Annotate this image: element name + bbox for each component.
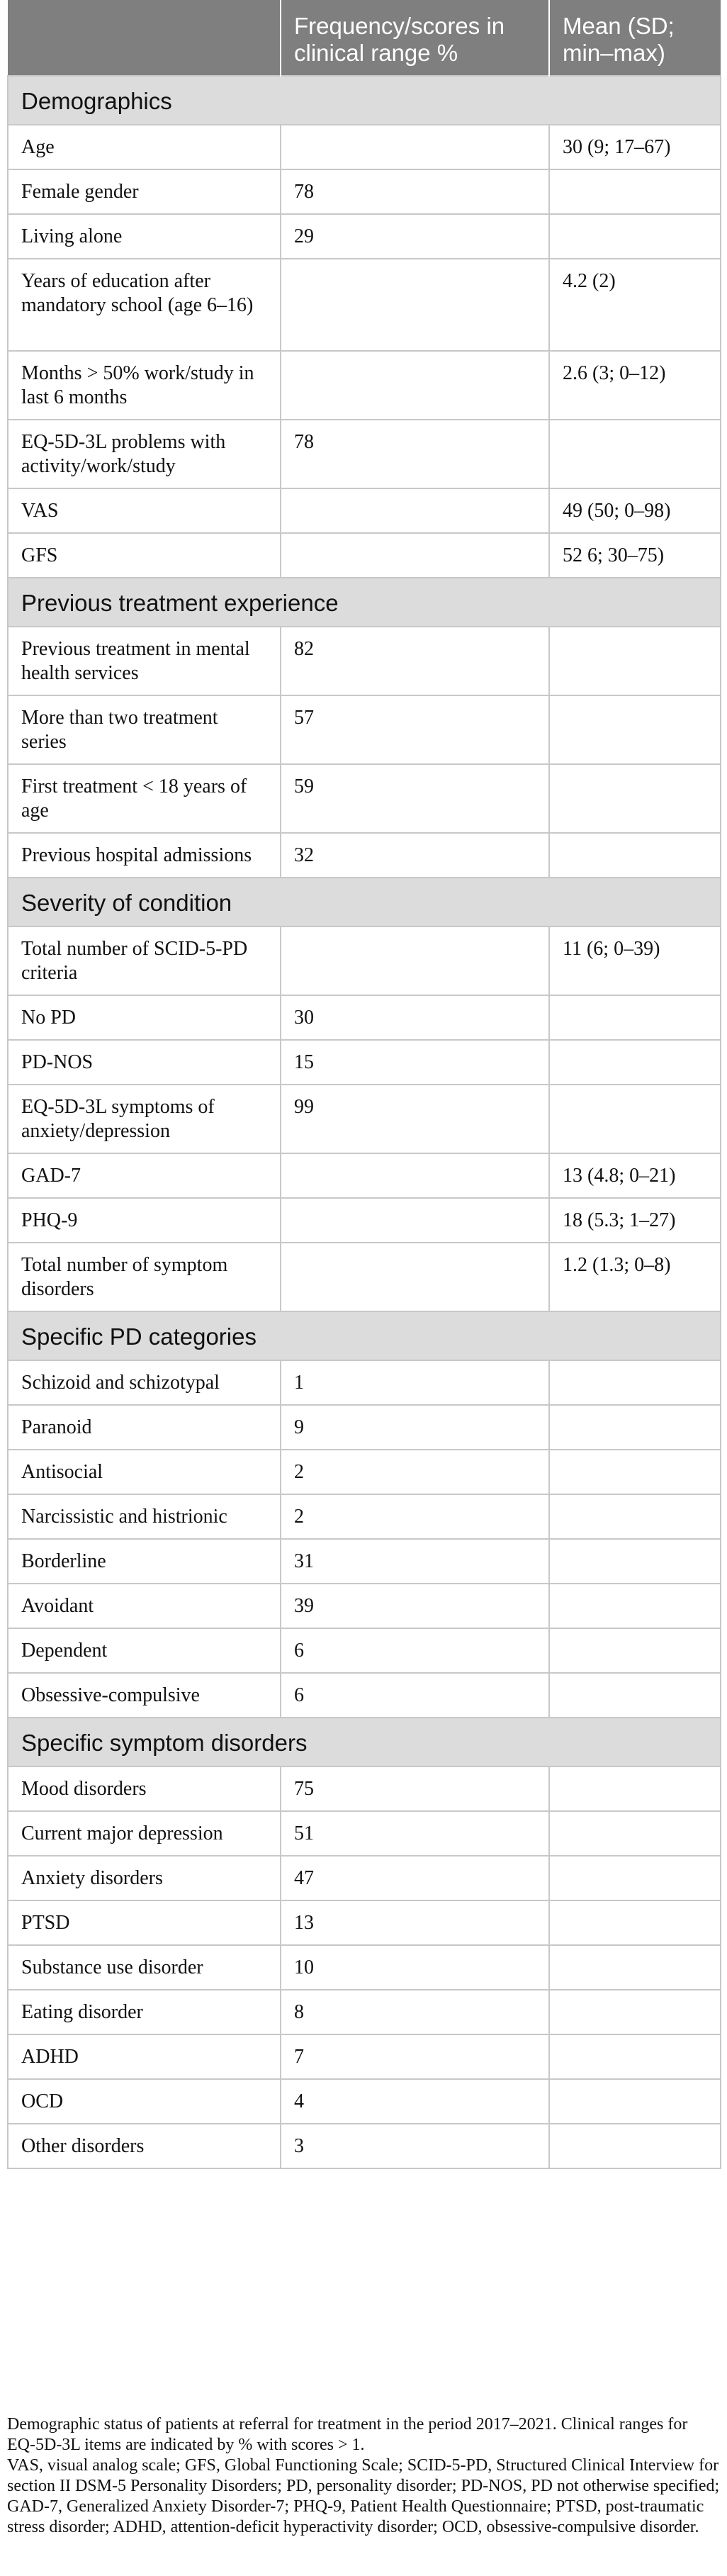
- table-row: [8, 1494, 721, 1539]
- frequency-cell: 57: [281, 695, 549, 764]
- table-row: [8, 351, 721, 420]
- section-title: Previous treatment experience: [8, 578, 721, 627]
- frequency-cell: [281, 1153, 549, 1198]
- row-label: Other disorders: [8, 2124, 281, 2168]
- row-label: GFS: [8, 533, 281, 578]
- mean-cell: [549, 1990, 721, 2034]
- table-row: [8, 1990, 721, 2034]
- mean-cell: [549, 1450, 721, 1494]
- row-label: Substance use disorder: [8, 1945, 281, 1990]
- row-label: VAS: [8, 488, 281, 533]
- row-label: Paranoid: [8, 1405, 281, 1450]
- mean-cell: [549, 1766, 721, 1811]
- row-label: Years of education after mandatory school (age 6–16): [8, 259, 281, 351]
- table-row: [8, 2124, 721, 2168]
- row-label: PHQ-9: [8, 1198, 281, 1243]
- frequency-cell: 6: [281, 1673, 549, 1718]
- table-caption: Demographic status of patients at referral for treatment in the period 2017–2021. Clinical ranges for EQ-5D-3L items are indicated by % with scores > 1.: [7, 2415, 688, 2454]
- row-label: Age: [8, 125, 281, 169]
- table-row: [8, 2034, 721, 2079]
- demographics-table: [7, 0, 721, 2169]
- table-row: [8, 764, 721, 833]
- row-label: Dependent: [8, 1628, 281, 1673]
- frequency-cell: 2: [281, 1450, 549, 1494]
- frequency-cell: [281, 1243, 549, 1311]
- table-row: [8, 1945, 721, 1990]
- frequency-cell: 78: [281, 420, 549, 488]
- row-label: Total number of symptom disorders: [8, 1243, 281, 1311]
- frequency-cell: 4: [281, 2079, 549, 2124]
- frequency-cell: 13: [281, 1900, 549, 1945]
- table-row: [8, 1405, 721, 1450]
- section-header-row: [8, 1718, 721, 1766]
- mean-cell: [549, 1945, 721, 1990]
- frequency-cell: [281, 926, 549, 995]
- row-label: Narcissistic and histrionic: [8, 1494, 281, 1539]
- mean-cell: [549, 995, 721, 1040]
- row-label: Obsessive-compulsive: [8, 1673, 281, 1718]
- mean-cell: [549, 214, 721, 259]
- mean-cell: 2.6 (3; 0–12): [549, 351, 721, 420]
- row-label: GAD-7: [8, 1153, 281, 1198]
- table-row: [8, 1450, 721, 1494]
- header-frequency: Frequency/scores in clinical range %: [281, 0, 549, 76]
- frequency-cell: 3: [281, 2124, 549, 2168]
- section-title: Specific PD categories: [8, 1311, 721, 1360]
- mean-cell: [549, 1856, 721, 1900]
- mean-cell: 18 (5.3; 1–27): [549, 1198, 721, 1243]
- frequency-cell: 29: [281, 214, 549, 259]
- frequency-cell: 9: [281, 1405, 549, 1450]
- section-title: Demographics: [8, 76, 721, 125]
- row-label: PTSD: [8, 1900, 281, 1945]
- section-header-row: [8, 1311, 721, 1360]
- table-row: [8, 1811, 721, 1856]
- table-row: [8, 833, 721, 878]
- mean-cell: [549, 1085, 721, 1153]
- row-label: Months > 50% work/study in last 6 months: [8, 351, 281, 420]
- row-label: EQ-5D-3L problems with activity/work/study: [8, 420, 281, 488]
- table-row: [8, 420, 721, 488]
- row-label: PD-NOS: [8, 1040, 281, 1085]
- frequency-cell: 1: [281, 1360, 549, 1405]
- section-header-row: [8, 878, 721, 926]
- table-row: [8, 125, 721, 169]
- table-body: [8, 76, 721, 2168]
- table-footnotes: [7, 2414, 720, 2538]
- row-label: OCD: [8, 2079, 281, 2124]
- row-label: Previous hospital admissions: [8, 833, 281, 878]
- frequency-cell: [281, 259, 549, 351]
- frequency-cell: 99: [281, 1085, 549, 1153]
- row-label: Mood disorders: [8, 1766, 281, 1811]
- frequency-cell: 8: [281, 1990, 549, 2034]
- row-label: First treatment < 18 years of age: [8, 764, 281, 833]
- section-title: Specific symptom disorders: [8, 1718, 721, 1766]
- mean-cell: 4.2 (2): [549, 259, 721, 351]
- frequency-cell: 82: [281, 627, 549, 695]
- mean-cell: [549, 764, 721, 833]
- table-row: [8, 1584, 721, 1628]
- frequency-cell: 2: [281, 1494, 549, 1539]
- mean-cell: 49 (50; 0–98): [549, 488, 721, 533]
- table-row: [8, 1085, 721, 1153]
- row-label: Antisocial: [8, 1450, 281, 1494]
- mean-cell: [549, 2124, 721, 2168]
- mean-cell: 11 (6; 0–39): [549, 926, 721, 995]
- table-row: [8, 1539, 721, 1584]
- mean-cell: [549, 420, 721, 488]
- table-header: [8, 0, 721, 76]
- mean-cell: [549, 1673, 721, 1718]
- mean-cell: [549, 1494, 721, 1539]
- row-label: Previous treatment in mental health services: [8, 627, 281, 695]
- row-label: ADHD: [8, 2034, 281, 2079]
- frequency-cell: [281, 1198, 549, 1243]
- frequency-cell: 59: [281, 764, 549, 833]
- table-row: [8, 1673, 721, 1718]
- mean-cell: [549, 1405, 721, 1450]
- section-title: Severity of condition: [8, 878, 721, 926]
- row-label: EQ-5D-3L symptoms of anxiety/depression: [8, 1085, 281, 1153]
- frequency-cell: 6: [281, 1628, 549, 1673]
- mean-cell: 30 (9; 17–67): [549, 125, 721, 169]
- table-row: [8, 1198, 721, 1243]
- table-row: [8, 488, 721, 533]
- mean-cell: [549, 1360, 721, 1405]
- frequency-cell: 51: [281, 1811, 549, 1856]
- row-label: More than two treatment series: [8, 695, 281, 764]
- table-row: [8, 1040, 721, 1085]
- section-header-row: [8, 578, 721, 627]
- table-row: [8, 1243, 721, 1311]
- row-label: Anxiety disorders: [8, 1856, 281, 1900]
- row-label: Current major depression: [8, 1811, 281, 1856]
- row-label: Eating disorder: [8, 1990, 281, 2034]
- table-row: [8, 1153, 721, 1198]
- row-label: Female gender: [8, 169, 281, 214]
- table-row: [8, 169, 721, 214]
- table-row: [8, 1628, 721, 1673]
- row-label: No PD: [8, 995, 281, 1040]
- frequency-cell: 78: [281, 169, 549, 214]
- mean-cell: [549, 627, 721, 695]
- frequency-cell: [281, 351, 549, 420]
- mean-cell: [549, 1040, 721, 1085]
- table-row: [8, 1900, 721, 1945]
- mean-cell: [549, 695, 721, 764]
- mean-cell: [549, 2079, 721, 2124]
- mean-cell: [549, 1900, 721, 1945]
- table-row: [8, 627, 721, 695]
- row-label: Avoidant: [8, 1584, 281, 1628]
- frequency-cell: 10: [281, 1945, 549, 1990]
- row-label: Schizoid and schizotypal: [8, 1360, 281, 1405]
- mean-cell: [549, 2034, 721, 2079]
- table-row: [8, 1766, 721, 1811]
- row-label: Borderline: [8, 1539, 281, 1584]
- frequency-cell: 47: [281, 1856, 549, 1900]
- table-row: [8, 1360, 721, 1405]
- header-mean: Mean (SD; min–max): [549, 0, 721, 76]
- mean-cell: 13 (4.8; 0–21): [549, 1153, 721, 1198]
- section-header-row: [8, 76, 721, 125]
- frequency-cell: 15: [281, 1040, 549, 1085]
- table-row: [8, 259, 721, 351]
- header-row: [8, 0, 721, 76]
- mean-cell: [549, 1584, 721, 1628]
- table-row: [8, 214, 721, 259]
- frequency-cell: 75: [281, 1766, 549, 1811]
- frequency-cell: 39: [281, 1584, 549, 1628]
- frequency-cell: 7: [281, 2034, 549, 2079]
- frequency-cell: 32: [281, 833, 549, 878]
- table-row: [8, 533, 721, 578]
- table-row: [8, 1856, 721, 1900]
- mean-cell: [549, 1811, 721, 1856]
- mean-cell: 1.2 (1.3; 0–8): [549, 1243, 721, 1311]
- table-row: [8, 695, 721, 764]
- table-row: [8, 995, 721, 1040]
- table-container: [7, 0, 720, 2169]
- frequency-cell: 31: [281, 1539, 549, 1584]
- frequency-cell: [281, 125, 549, 169]
- row-label: Living alone: [8, 214, 281, 259]
- frequency-cell: 30: [281, 995, 549, 1040]
- row-label: Total number of SCID-5-PD criteria: [8, 926, 281, 995]
- frequency-cell: [281, 488, 549, 533]
- abbreviations-note: VAS, visual analog scale; GFS, Global Functioning Scale; SCID-5-PD, Structured Clinical Interview for section II DSM-5 Personality Disorders; PD, personality disorder; PD-NOS, PD not otherwise specified; GAD-7, Generalized Anxiety Disorder-7; PHQ-9, Patient Health Questionnaire; PTSD, post-traumatic stress disorder; ADHD, attention-deficit hyperactivity disorder; OCD, obsessive-compulsive disorder.: [7, 2456, 720, 2536]
- mean-cell: [549, 1628, 721, 1673]
- table-row: [8, 926, 721, 995]
- table-row: [8, 2079, 721, 2124]
- mean-cell: 52 6; 30–75): [549, 533, 721, 578]
- mean-cell: [549, 1539, 721, 1584]
- header-blank: [8, 0, 281, 76]
- mean-cell: [549, 833, 721, 878]
- mean-cell: [549, 169, 721, 214]
- frequency-cell: [281, 533, 549, 578]
